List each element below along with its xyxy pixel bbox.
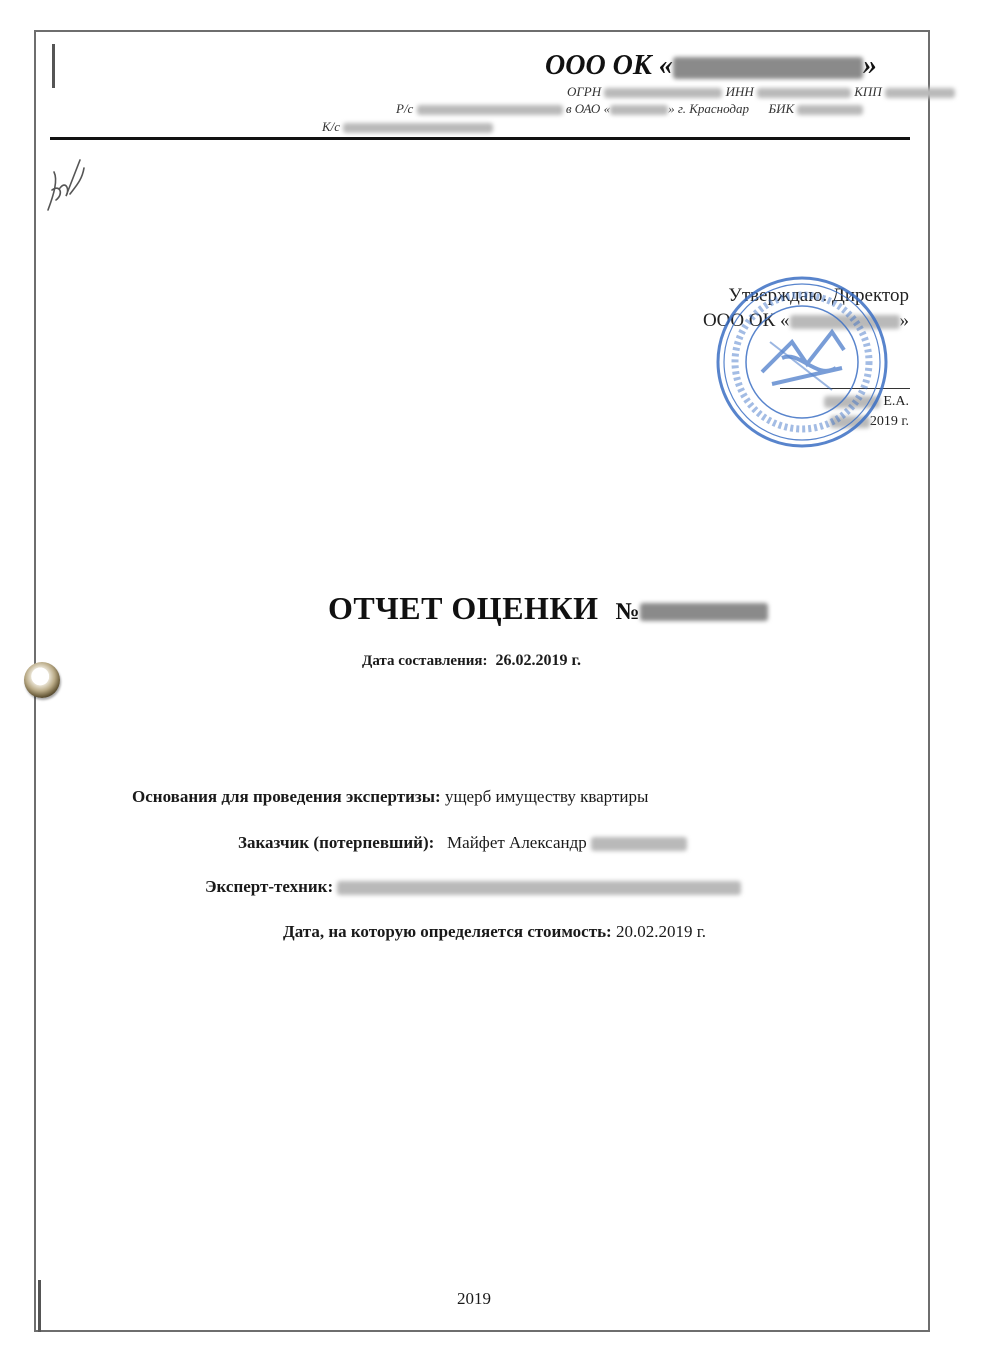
redacted-report-number xyxy=(640,603,768,621)
redacted-company-name xyxy=(673,57,863,79)
approval-date: 2019 г. xyxy=(830,414,909,430)
header-bank-line: Р/с в ОАО « » г. Краснодар БИК xyxy=(396,101,863,117)
field-basis: Основания для проведения экспертизы: ущерб имуществу квартиры xyxy=(132,787,649,806)
margin-mark xyxy=(52,44,55,88)
header-corr-account-line: К/с xyxy=(322,119,493,135)
margin-mark-bottom xyxy=(38,1280,41,1332)
redacted-bank xyxy=(610,105,668,115)
redacted-account xyxy=(417,105,563,115)
company-stamp xyxy=(712,272,892,452)
redacted-inn xyxy=(757,88,851,98)
approval-company: ООО ОК « » xyxy=(702,310,909,331)
redacted-bik xyxy=(797,105,863,115)
header-registration-line: ОГРН ИНН КПП xyxy=(567,84,955,100)
footer-year: 2019 xyxy=(457,1289,491,1308)
page-border xyxy=(34,30,930,1332)
redacted-corr-account xyxy=(343,123,493,133)
field-expert: Эксперт-техник: xyxy=(205,877,741,897)
field-customer: Заказчик (потерпевший): Майфет Александр xyxy=(238,833,687,853)
report-title: ОТЧЕТ ОЦЕНКИ № xyxy=(328,590,768,627)
binding-grommet xyxy=(24,662,60,698)
redacted-expert-details xyxy=(337,881,741,895)
field-valuation-date: Дата, на которую определяется стоимость: 20.02.2019 г. xyxy=(283,922,707,941)
report-date: Дата составления: 26.02.2019 г. xyxy=(362,652,581,669)
header-divider xyxy=(50,137,910,140)
redacted-kpp xyxy=(885,88,955,98)
redacted-ogrn xyxy=(604,88,722,98)
company-name: ООО ОК « » xyxy=(545,50,877,81)
handwritten-initials xyxy=(40,150,100,230)
redacted-customer-patronymic xyxy=(591,837,687,851)
approval-title: Утверждаю. Директор xyxy=(728,285,909,306)
approval-signer: Е.А. xyxy=(824,394,909,410)
